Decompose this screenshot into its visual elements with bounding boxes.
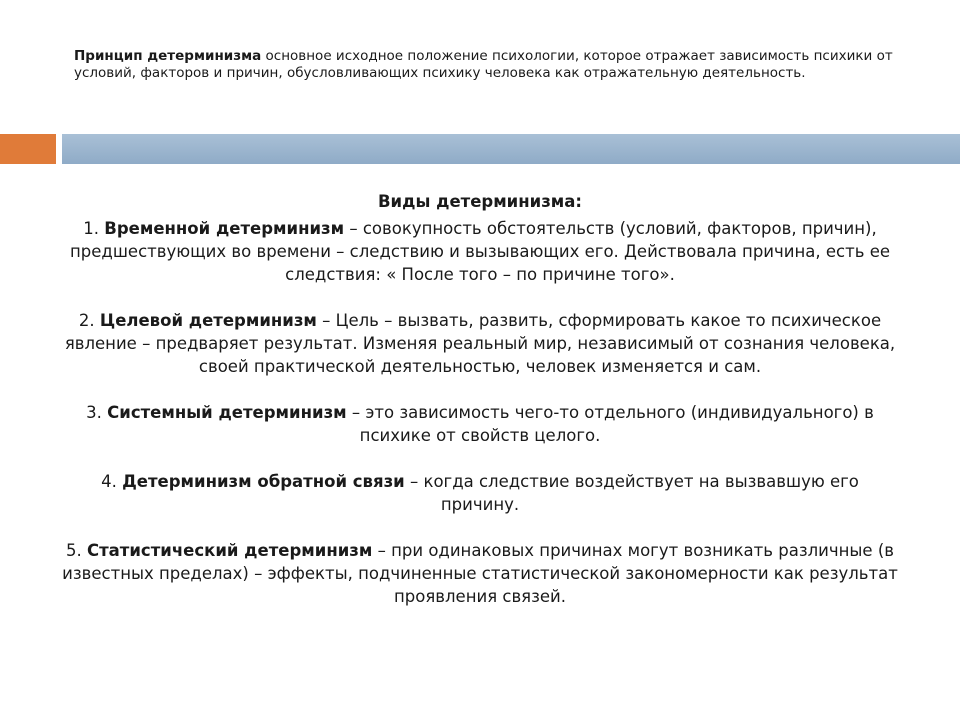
item-number: 4. (101, 472, 123, 491)
accent-bar-orange (0, 134, 56, 164)
item-text: – Цель – вызвать, развить, сформировать какое то психическое явление – предваряет результат. Изменяя реальный мир, независимый от сознания человека, своей практической деятельностью, человек изменяется и сам. (64, 311, 896, 376)
item-text: – это зависимость чего-то отдельного (индивидуального) в психике от свойств целого. (346, 403, 874, 445)
list-item (60, 401, 900, 447)
definition-text: основное исходное положение психологии, которое отражает зависимость психики от условий, факторов и причин, обусловливающих психику человека как отражательную деятельность. (74, 48, 893, 81)
item-term: Статистический детерминизм (86, 541, 373, 560)
item-text: – при одинаковых причинах могут возникать различные (в известных пределах) – эффекты, подчиненные статистической закономерности как результат проявления связей. (62, 541, 898, 606)
item-term: Временной детерминизм (104, 219, 345, 238)
content (60, 190, 900, 631)
list-item (60, 217, 900, 286)
list-item (60, 470, 900, 516)
item-number: 5. (65, 541, 87, 560)
item-number: 2. (78, 311, 100, 330)
definition-header (74, 48, 894, 82)
item-term: Детерминизм обратной связи (122, 472, 405, 491)
item-text: – совокупность обстоятельств (условий, факторов, причин), предшествующих во времени – следствию и вызывающих его. Действовала причина, есть ее следствия: « После того – по причине того». (70, 219, 890, 284)
item-number: 1. (83, 219, 105, 238)
accent-bar-blue (62, 134, 960, 164)
item-term: Целевой детерминизм (99, 311, 317, 330)
list-item (60, 539, 900, 608)
definition-term: Принцип детерминизма (74, 48, 262, 64)
item-term: Системный детерминизм (107, 403, 347, 422)
accent-bar (0, 134, 960, 164)
item-text: – когда следствие воздействует на вызвавшую его причину. (404, 472, 859, 514)
section-subtitle: Виды детерминизма: (377, 192, 583, 211)
item-number: 3. (86, 403, 108, 422)
list-item (60, 309, 900, 378)
